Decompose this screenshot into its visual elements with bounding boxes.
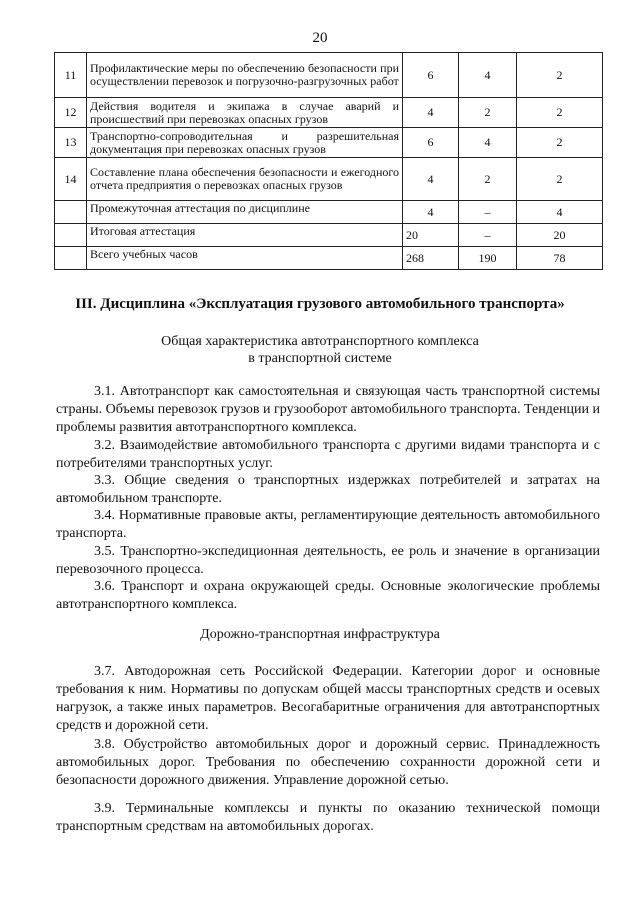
topic-name: Всего учебных часов: [87, 247, 403, 270]
theory-hours: 2: [459, 158, 517, 201]
total-hours: 4: [403, 201, 459, 224]
practice-hours: 20: [517, 224, 603, 247]
paragraph-3-3: 3.3. Общие сведения о транспортных издержках потребителей и затратах на автомобильном транспорте.: [56, 473, 600, 506]
subheading-general-characteristics: [0, 333, 640, 367]
topic-name: Составление плана обеспечения безопасности и ежегодного отчета предприятия о перевозках опасных грузов: [87, 158, 403, 201]
table-row: [55, 53, 603, 98]
total-hours: 4: [403, 98, 459, 128]
theory-hours: 4: [459, 128, 517, 158]
theory-hours: –: [459, 224, 517, 247]
row-number: 11: [55, 53, 87, 98]
page-number: 20: [312, 30, 328, 46]
topic-name: Профилактические меры по обеспечению безопасности при осуществлении перевозок и погрузочно-разгрузочных работ: [87, 53, 403, 98]
total-hours: 6: [403, 128, 459, 158]
theory-hours: 4: [459, 53, 517, 98]
practice-hours: 2: [517, 128, 603, 158]
table-row: [55, 158, 603, 201]
paragraph-3-9: 3.9. Терминальные комплексы и пункты по оказанию технической помощи транспортным средствам на автомобильных дорогах.: [56, 801, 600, 834]
table-row: [55, 247, 603, 270]
subheading-line: в транспортной системе: [248, 351, 392, 366]
row-number: 14: [55, 158, 87, 201]
row-number: [55, 201, 87, 224]
paragraph-3-6: 3.6. Транспорт и охрана окружающей среды. Основные экологические проблемы автотранспортного комплекса.: [56, 579, 600, 612]
topic-name: Итоговая аттестация: [87, 224, 403, 247]
total-hours: 4: [403, 158, 459, 201]
table-row: [55, 98, 603, 128]
row-number: [55, 247, 87, 270]
table-row: [55, 201, 603, 224]
paragraph-3-5: 3.5. Транспортно-экспедиционная деятельность, ее роль и значение в организации перевозочного процесса.: [56, 544, 600, 577]
table-row: [55, 128, 603, 158]
subheading-road-infrastructure: Дорожно-транспортная инфраструктура: [200, 627, 440, 642]
theory-hours: 190: [459, 247, 517, 270]
topic-name: Промежуточная аттестация по дисциплине: [87, 201, 403, 224]
practice-hours: 78: [517, 247, 603, 270]
theory-hours: –: [459, 201, 517, 224]
paragraph-3-4: 3.4. Нормативные правовые акты, регламентирующие деятельность автомобильного транспорта.: [56, 508, 600, 541]
total-hours: 20: [403, 224, 459, 247]
topic-name: Действия водителя и экипажа в случае аварий и происшествий при перевозках опасных грузов: [87, 98, 403, 128]
topic-name: Транспортно-сопроводительная и разрешительная документация при перевозках опасных грузов: [87, 128, 403, 158]
paragraph-3-2: 3.2. Взаимодействие автомобильного транспорта с другими видами транспорта и с потребителями транспортных услуг.: [56, 438, 600, 471]
row-number: 12: [55, 98, 87, 128]
practice-hours: 2: [517, 98, 603, 128]
paragraph-3-1: 3.1. Автотранспорт как самостоятельная и связующая часть транспортной системы страны. Объемы перевозок грузов и грузооборот автомобильного транспорта. Тенденции и проблемы развития автотранспортного комплекса.: [56, 384, 600, 435]
practice-hours: 2: [517, 53, 603, 98]
practice-hours: 4: [517, 201, 603, 224]
paragraph-3-7: 3.7. Автодорожная сеть Российской Федерации. Категории дорог и основные требования к ним. Нормативы по допускам общей массы транспортных средств и осевых нагрузок, а также иных параметров. Весогабаритные ограничения для автотранспортных средств и дорожной сети.: [56, 664, 600, 733]
row-number: [55, 224, 87, 247]
section-title: III. Дисциплина «Эксплуатация грузового автомобильного транспорта»: [75, 296, 565, 312]
total-hours: 6: [403, 53, 459, 98]
subheading-line: Общая характеристика автотранспортного комплекса: [161, 334, 479, 349]
curriculum-hours-table: [54, 52, 603, 270]
table-row: [55, 224, 603, 247]
total-hours: 268: [403, 247, 459, 270]
paragraph-3-8: 3.8. Обустройство автомобильных дорог и дорожный сервис. Принадлежность автомобильных дорог. Требования по обеспечению сохранности дорожной сети и безопасности дорожного движения. Управление дорожной сетью.: [56, 737, 600, 788]
theory-hours: 2: [459, 98, 517, 128]
row-number: 13: [55, 128, 87, 158]
practice-hours: 2: [517, 158, 603, 201]
